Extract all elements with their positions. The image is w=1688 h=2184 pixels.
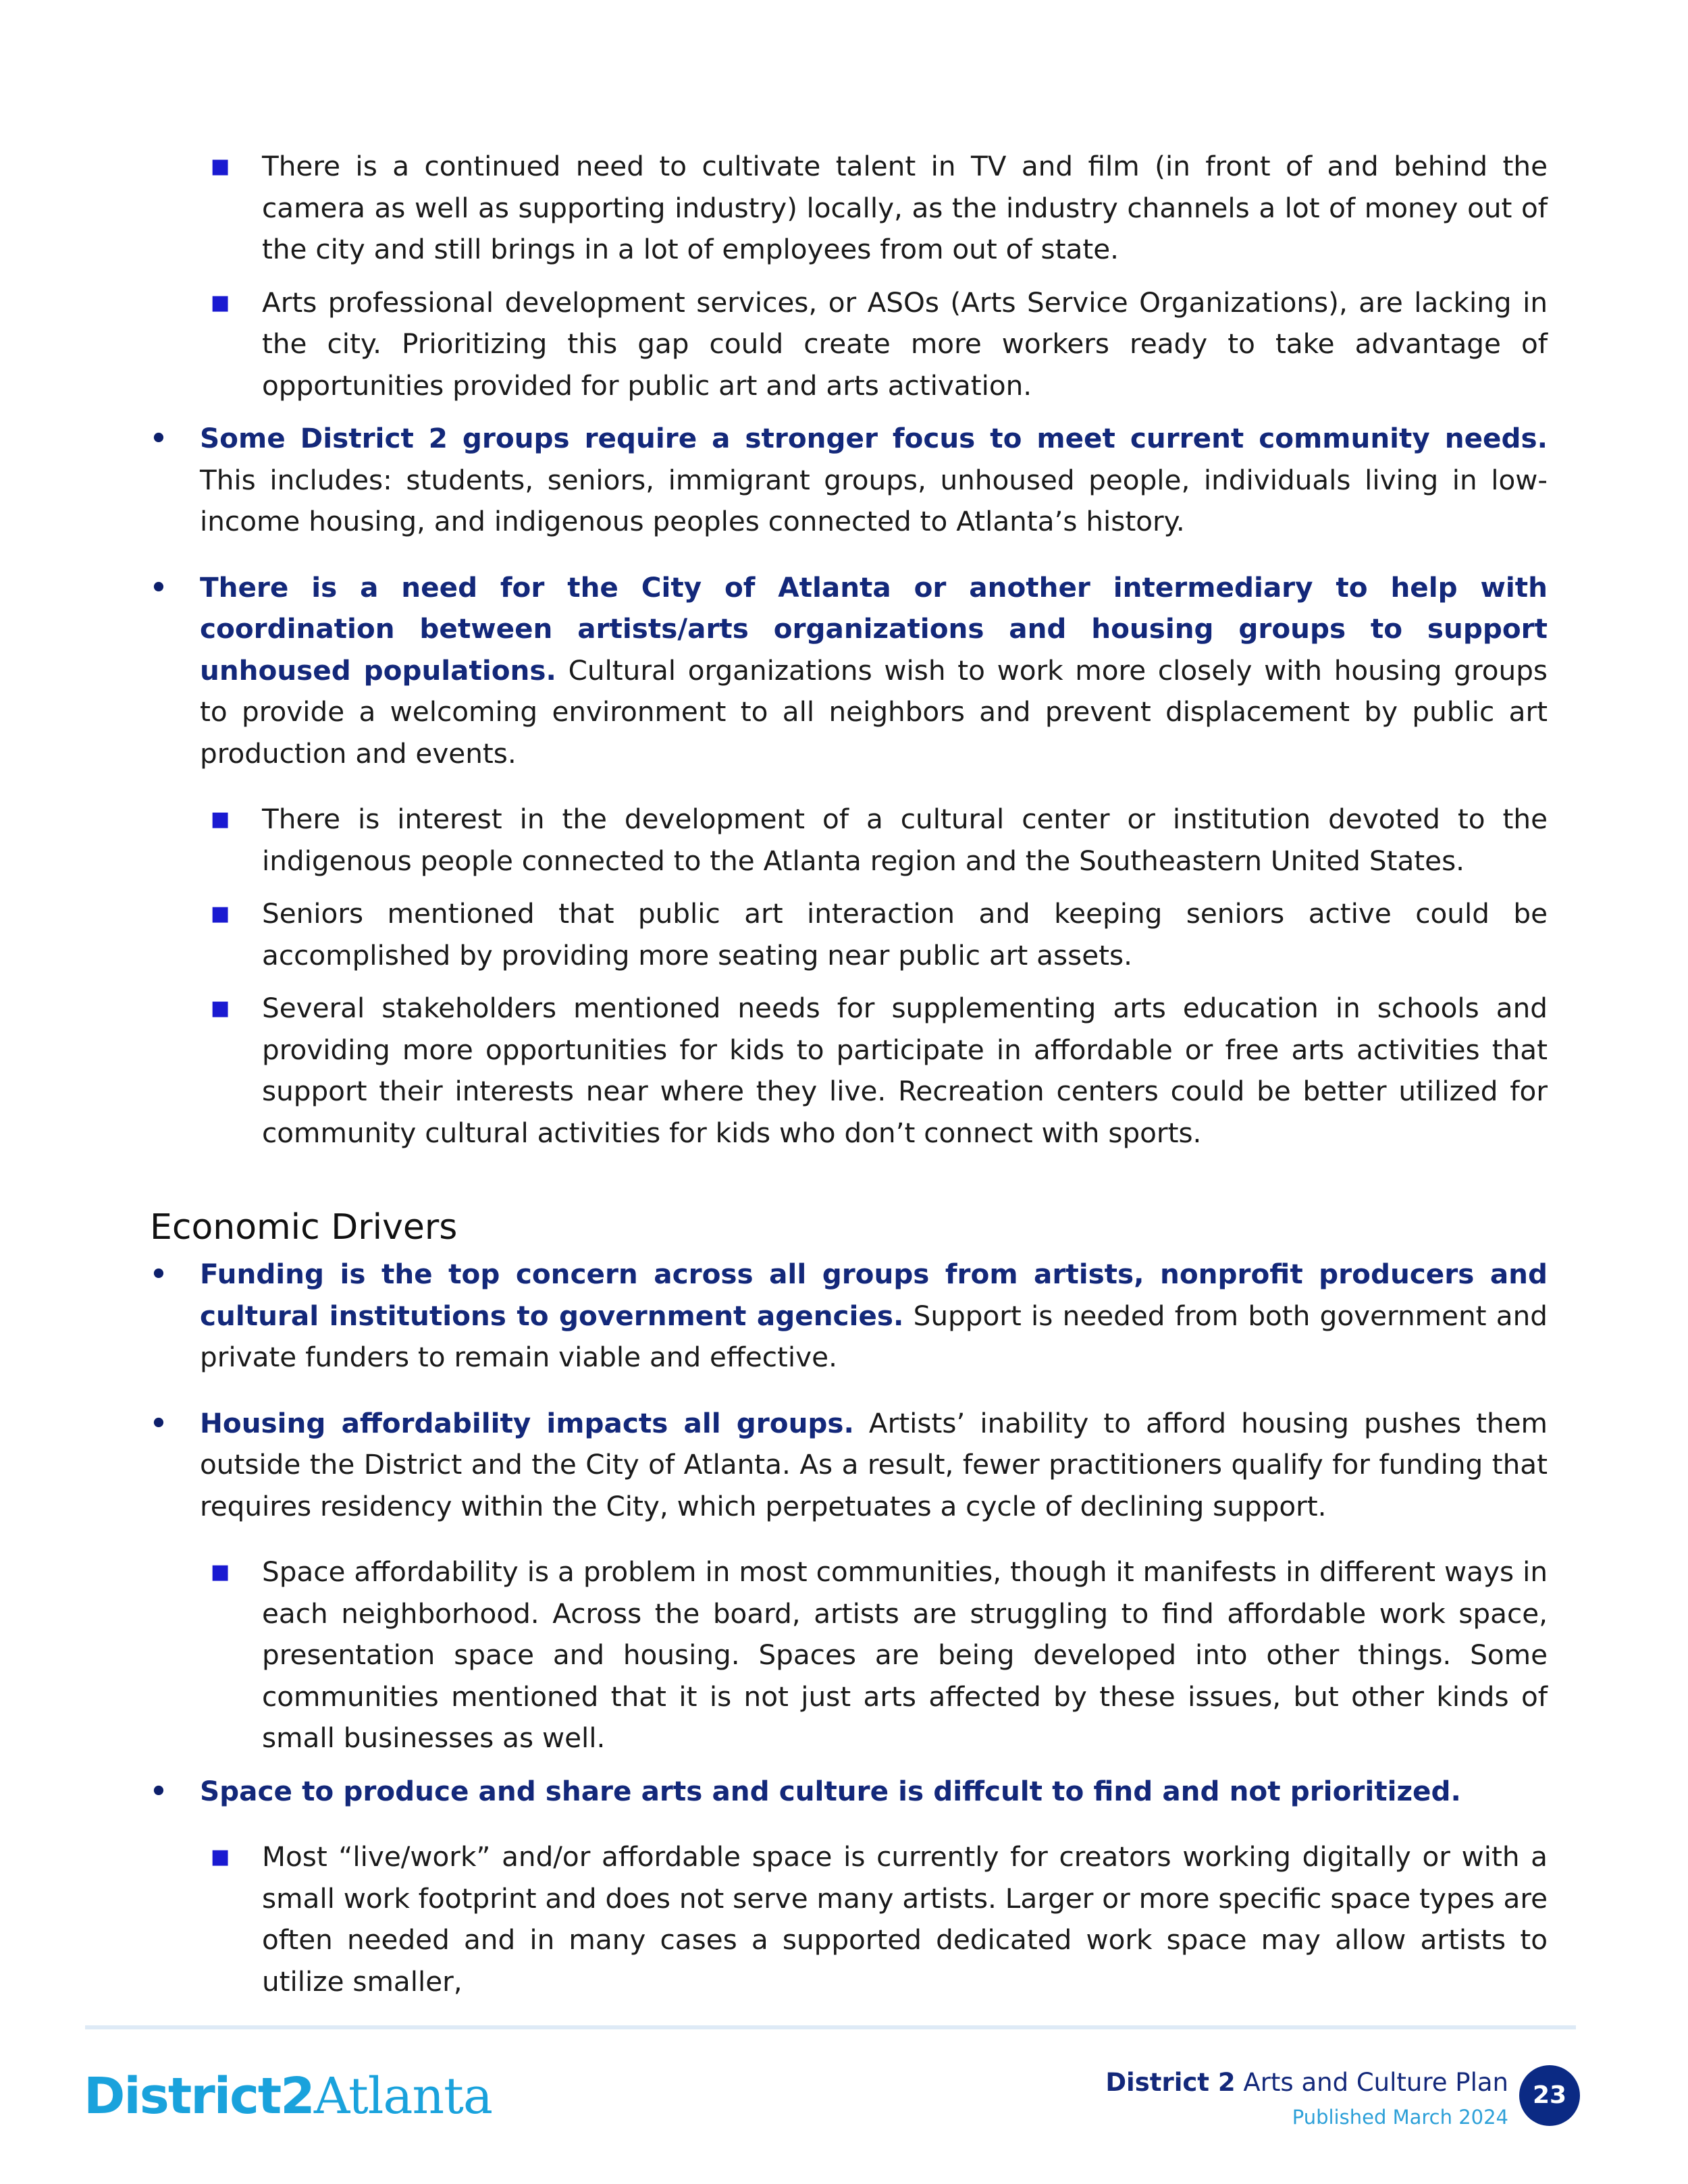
item-text: This includes: students, seniors, immigrant groups, unhoused people, individuals living in low-income housing, and indigenous peoples connected to Atlanta’s history. [200, 463, 1548, 537]
bullet-icon: • [150, 1774, 167, 1807]
square-bullet-icon: ■ [211, 1560, 230, 1584]
item-lead: There is a need for the City of Atlanta or another intermediary to help with coordination between artists/arts organizations and housing groups to support unhoused populations. [200, 570, 1548, 687]
list-item [150, 282, 1548, 407]
plan-title-rest: Arts and Culture Plan [1235, 2068, 1508, 2097]
plan-title-bold: District 2 [1105, 2068, 1236, 2097]
published-date: Published March 2024 [1292, 2106, 1508, 2129]
item-text: Arts professional development services, or ASOs (Arts Service Organizations), are lacking in the city. Prioritizing this gap could create more workers ready to take advantage of opportunities provided for public art and arts activation. [262, 286, 1548, 402]
bullet-icon: • [150, 570, 167, 604]
plan-title [1105, 2066, 1508, 2100]
item-text: Cultural organizations wish to work more closely with housing groups to provide a welcoming environment to all neighbors and prevent displacement by public art production and events. [200, 654, 1548, 770]
list-item [150, 1403, 1548, 1528]
item-lead: Space to produce and share arts and culture is diffcult to find and not prioritized. [200, 1774, 1461, 1807]
list-item [150, 1771, 1548, 1813]
item-lead: Housing affordability impacts all groups. [200, 1406, 854, 1439]
item-text: Support is needed from both government and private funders to remain viable and effective. [200, 1299, 1548, 1373]
item-text: Several stakeholders mentioned needs for supplementing arts education in schools and providing more opportunities for kids to participate in affordable or free arts activities that support their interests near where they live. Recreation centers could be better utilized for community cultural activities for kids who don’t connect with sports. [262, 992, 1548, 1149]
item-text: Artists’ inability to afford housing pushes them outside the District and the City of Atlanta. As a result, fewer practitioners qualify for funding that requires residency within the City, which perpetuates a cycle of declining support. [200, 1406, 1548, 1522]
list-item [150, 1551, 1548, 1759]
item-text: There is a continued need to cultivate talent in TV and film (in front of and behind the camera as well as supporting industry) locally, as the industry channels a lot of money out of the city and still brings in a lot of employees from out of state. [262, 150, 1548, 265]
item-lead: Funding is the top concern across all groups from artists, nonprofit producers and cultural institutions to government agencies. [200, 1258, 1548, 1332]
page-body [150, 146, 1548, 2002]
section-heading: Economic Drivers [150, 1207, 458, 1248]
list-item [150, 567, 1548, 775]
list-item [150, 799, 1548, 882]
district2atlanta-logo [84, 2066, 492, 2127]
logo-part-district2: District2 [84, 2067, 314, 2125]
item-text: Most “live/work” and/or affordable space is currently for creators working digitally or with a small work footprint and does not serve many artists. Larger or more specific space types are often needed and in many cases a supported dedicated work space may allow artists to utilize smaller, [262, 1840, 1548, 1998]
item-text: There is interest in the development of a cultural center or institution devoted to the indigenous people connected to the Atlanta region and the Southeastern United States. [262, 803, 1548, 877]
footer-divider [85, 2025, 1576, 2029]
list-item [150, 893, 1548, 976]
square-bullet-icon: ■ [211, 290, 230, 315]
item-text: Space affordability is a problem in most communities, though it manifests in different ways in each neighborhood. Across the board, artists are struggling to find affordable work space, presentation space and housing. Spaces are being developed into other things. Some communities mentioned that it is not just arts affected by these issues, but other kinds of small businesses as well. [262, 1555, 1548, 1754]
logo-part-atlanta: Atlanta [313, 2067, 492, 2125]
list-item [150, 146, 1548, 271]
square-bullet-icon: ■ [211, 902, 230, 926]
bullet-icon: • [150, 1258, 167, 1290]
page-number-badge: 23 [1519, 2065, 1580, 2126]
list-item [150, 418, 1548, 543]
bullet-icon: • [150, 1406, 167, 1439]
square-bullet-icon: ■ [211, 807, 230, 831]
square-bullet-icon: ■ [211, 1845, 230, 1869]
bullet-icon: • [150, 422, 167, 454]
list-item [150, 988, 1548, 1154]
square-bullet-icon: ■ [211, 996, 230, 1020]
item-lead: Some District 2 groups require a stronger focus to meet current community needs. [200, 422, 1548, 454]
list-item [150, 1254, 1548, 1379]
square-bullet-icon: ■ [211, 155, 230, 178]
item-text: Seniors mentioned that public art interaction and keeping seniors active could be accomplished by providing more seating near public art assets. [262, 897, 1548, 971]
list-item [150, 1836, 1548, 2002]
